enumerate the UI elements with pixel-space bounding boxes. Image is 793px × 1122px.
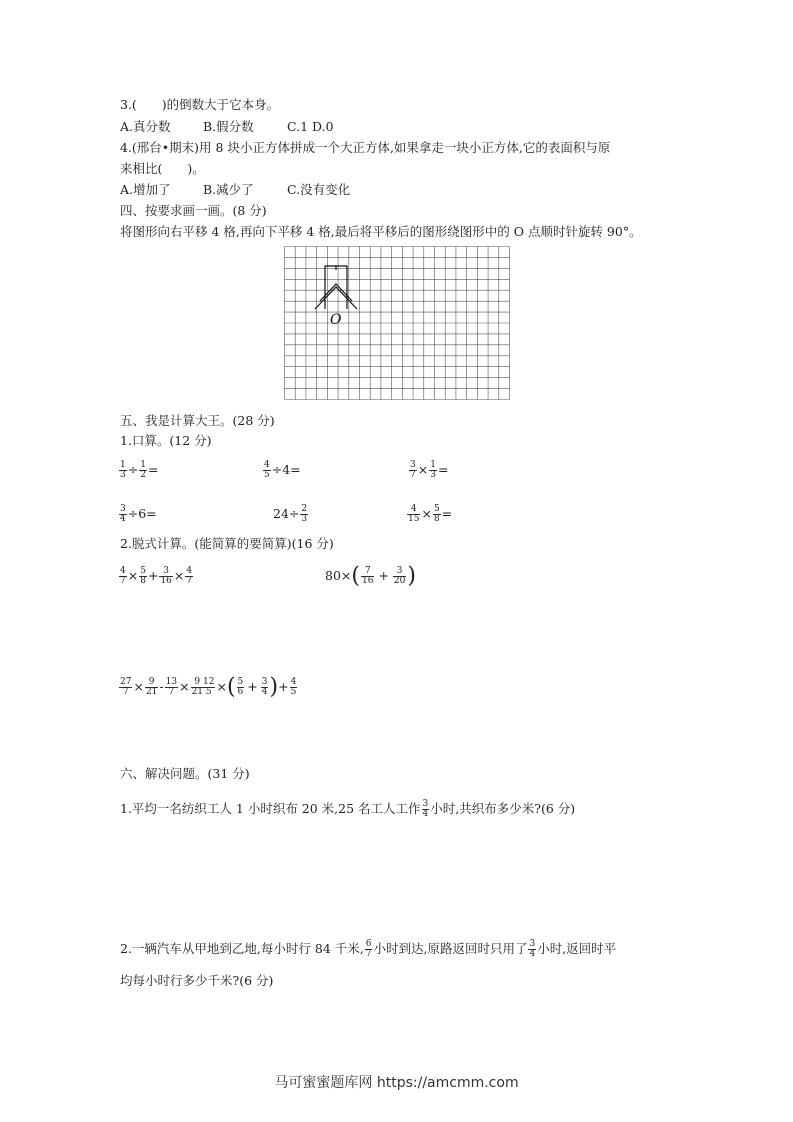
fraction: $\frac{3}{4}$ (261, 677, 268, 697)
section-5-sub2: 2.脱式计算。(能简算的要简算)(16 分) (120, 536, 334, 551)
question-3: 3.( )的倒数大于它本身。 (120, 97, 280, 112)
q4-option-b: B.减少了 (203, 182, 254, 197)
fraction: $\frac{4}{7}$ (186, 566, 193, 586)
section-6-title: 六、解决问题。(31 分) (120, 766, 250, 781)
step-expr-2: 80×( $\frac{7}{16}$ + $\frac{3}{20}$ ) (325, 563, 416, 589)
section-4-instruction: 将图形向右平移 4 格,再向下平移 4 格,最后将平移后的图形绕图形中的 O 点顺时针旋转 90°。 (120, 224, 642, 239)
fraction: $\frac{3}{7}$ (410, 460, 416, 480)
mental-expr-5: 24÷ $\frac{2}{3}$ (273, 504, 308, 524)
arrow-right-top (336, 266, 347, 270)
footer-watermark: 马可蜜蜜题库网 https://amcmm.com (274, 1075, 519, 1091)
q4-option-a: A.增加了 (120, 182, 171, 197)
fraction: $\frac{3}{4}$ (120, 504, 126, 524)
mental-expr-3: $\frac{3}{7}$ × $\frac{1}{3}$ = (410, 460, 449, 480)
mental-expr-2: $\frac{4}{5}$ ÷4= (264, 460, 301, 480)
problem-1: 1.平均一名纺织工人 1 小时织布 20 米,25 名工人工作 $\frac{3}{4}$ 小时,共织布多少米?(6 分) (120, 799, 576, 819)
fraction: $\frac{9}{21}$ (191, 677, 204, 697)
fraction: $\frac{2}{3}$ (301, 504, 308, 524)
mental-expr-1: $\frac{1}{3}$ ÷ $\frac{1}{2}$ = (120, 460, 159, 480)
fraction: $\frac{1}{2}$ (140, 460, 146, 480)
step-expr-1: $\frac{4}{7}$ × $\frac{5}{8}$ + $\frac{3}{16}$ × $\frac{4}{7}$ (120, 566, 193, 586)
mental-expr-4: $\frac{3}{4}$ ÷6= (120, 504, 157, 524)
fraction: $\frac{7}{16}$ (361, 566, 374, 586)
q4-option-c: C.没有变化 (287, 182, 351, 197)
fraction: $\frac{4}{5}$ (264, 460, 270, 480)
q3-option-a: A.真分数 (120, 119, 171, 134)
fraction: $\frac{4}{5}$ (290, 677, 297, 697)
fraction: $\frac{5}{8}$ (433, 504, 440, 524)
fraction: $\frac{1}{3}$ (120, 460, 126, 480)
fraction: $\frac{5}{8}$ (140, 566, 146, 586)
section-4-title: 四、按要求画一画。(8 分) (120, 203, 267, 218)
question-4-line1: 4.(邢台•期末)用 8 块小正方体拼成一个大正方体,如果拿走一块小正方体,它的表面积与原 (120, 140, 611, 155)
section-5-title: 五、我是计算大王。(28 分) (120, 413, 275, 428)
fraction: $\frac{3}{4}$ (529, 939, 536, 959)
fraction: $\frac{27}{7}$ (120, 677, 132, 697)
fraction: $\frac{9}{21}$ (145, 677, 158, 697)
step-expr-3: $\frac{27}{7}$ × $\frac{9}{21}$ - $\frac{13}{7}$ × $\frac{9}{21}$ (120, 677, 204, 697)
mental-expr-6: $\frac{4}{15}$ × $\frac{5}{8}$ = (408, 504, 453, 524)
section-5-sub1: 1.口算。(12 分) (120, 433, 212, 448)
fraction: $\frac{3}{16}$ (160, 566, 172, 586)
fraction: $\frac{5}{6}$ (237, 677, 244, 697)
problem-2-line2: 均每小时行多少千米?(6 分) (120, 973, 274, 988)
fraction: $\frac{3}{4}$ (422, 799, 429, 819)
fraction: $\frac{6}{7}$ (365, 939, 372, 959)
fraction: $\frac{12}{5}$ (203, 677, 215, 697)
q3-option-b: B.假分数 (203, 119, 254, 134)
fraction: $\frac{1}{3}$ (430, 460, 436, 480)
question-4-line2: 来相比( )。 (120, 161, 205, 176)
fraction: $\frac{4}{7}$ (120, 566, 126, 586)
fraction: $\frac{13}{7}$ (165, 677, 178, 697)
fraction: $\frac{3}{20}$ (393, 566, 406, 586)
fraction: $\frac{4}{15}$ (408, 504, 420, 524)
arrow-shape (315, 266, 357, 309)
problem-2-line1: 2.一辆汽车从甲地到乙地,每小时行 84 千米, $\frac{6}{7}$ 小时到达,原路返回时只用了 $\frac{3}{4}$ 小时,返回时平 (120, 939, 617, 959)
drawing-grid (284, 246, 510, 400)
q3-option-cd: C.1 D.0 (287, 119, 334, 134)
step-expr-4: $\frac{12}{5}$ ×( $\frac{5}{6}$ + $\frac{3}{4}$ )+ $\frac{4}{5}$ (203, 674, 297, 700)
point-o-label: O (330, 312, 342, 328)
